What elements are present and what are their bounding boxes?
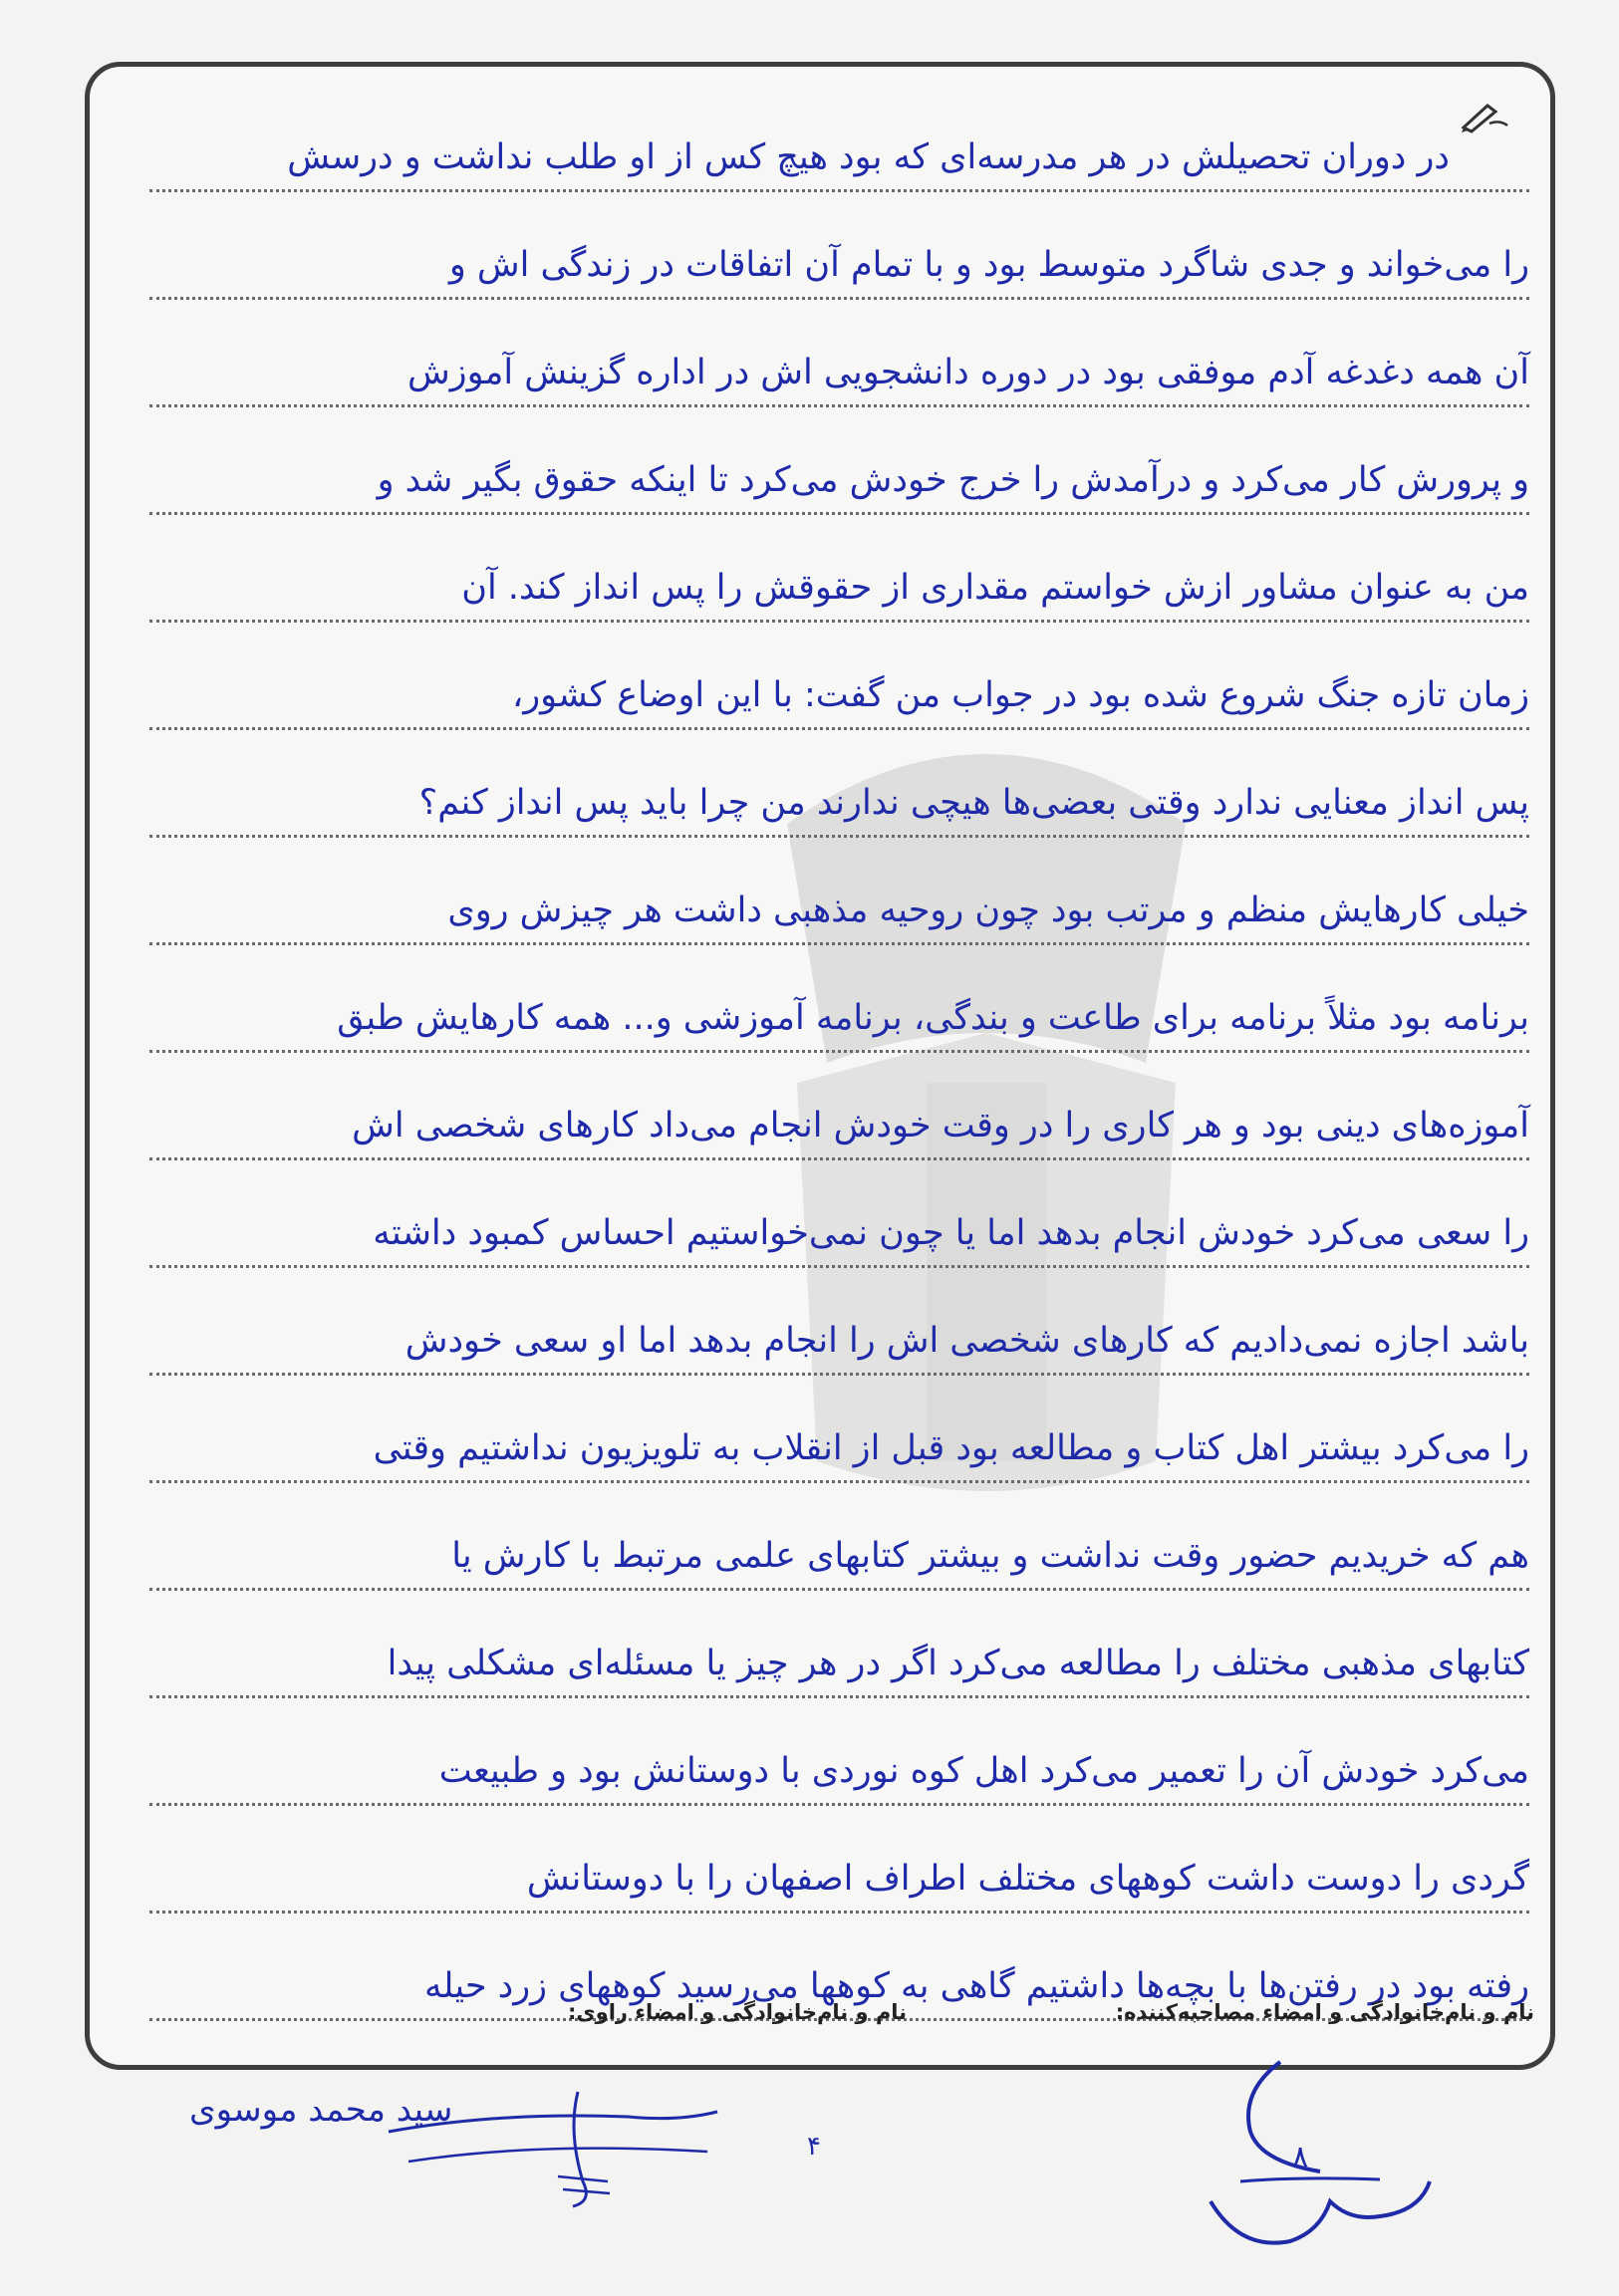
text-line: رفته بود در رفتن‌ها با بچه‌ها داشتیم گاهی به کوهها می‌رسید کوههای زرد حیله: [149, 1913, 1529, 2021]
text-line: پس انداز معنایی ندارد وقتی بعضی‌ها هیچی ندارند من چرا باید پس انداز کنم؟: [149, 730, 1529, 838]
narrator-signature: [379, 2072, 737, 2211]
interviewer-signature: [1181, 2052, 1440, 2271]
text-line: زمان تازه جنگ شروع شده بود در جواب من گفت: با این اوضاع کشور،: [149, 623, 1529, 730]
narrator-signature-label: نام و نام‌خانوادگی و امضاء راوی:: [568, 2000, 907, 2024]
text-line: آن همه دغدغه آدم موفقی بود در دوره دانشجویی اش در اداره گزینش آموزش: [149, 300, 1529, 407]
narrator-name: سید محمد موسوی: [189, 2090, 453, 2130]
handwritten-lines: [149, 85, 1529, 2021]
text-line: را می‌کرد بیشتر اهل کتاب و مطالعه بود قبل از انقلاب به تلویزیون نداشتیم وقتی: [149, 1376, 1529, 1483]
page-number: ۴: [807, 2132, 821, 2162]
text-line: من به عنوان مشاور ازش خواستم مقداری از حقوقش را پس انداز کند. آن: [149, 515, 1529, 623]
text-line: هم که خریدیم حضور وقت نداشت و بیشتر کتابهای علمی مرتبط با کارش یا: [149, 1483, 1529, 1591]
text-line: باشد اجازه نمی‌دادیم که کارهای شخصی اش را انجام بدهد اما او سعی خودش: [149, 1268, 1529, 1376]
text-line: را می‌خواند و جدی شاگرد متوسط بود و با تمام آن اتفاقات در زندگی اش و: [149, 192, 1529, 300]
text-line: خیلی کارهایش منظم و مرتب بود چون روحیه مذهبی داشت هر چیزش روی: [149, 838, 1529, 945]
text-line: در دوران تحصیلش در هر مدرسه‌ای که بود هیچ کس از او طلب نداشت و درسش: [149, 85, 1529, 192]
text-line: را سعی می‌کرد خودش انجام بدهد اما یا چون نمی‌خواستیم احساس کمبود داشته: [149, 1160, 1529, 1268]
text-line: برنامه بود مثلاً برنامه برای طاعت و بندگی، برنامه آموزشی و... همه کارهایش طبق: [149, 945, 1529, 1053]
interviewer-signature-label: نام و نام‌خانوادگی و امضاء مصاحبه‌کننده:: [1115, 2000, 1534, 2024]
text-line: و پرورش کار می‌کرد و درآمدش را خرج خودش می‌کرد تا اینکه حقوق بگیر شد و: [149, 407, 1529, 515]
signature-date: ۸: [1292, 2140, 1309, 2174]
text-line: آموزه‌های دینی بود و هر کاری را در وقت خودش انجام می‌داد کارهای شخصی اش: [149, 1053, 1529, 1160]
text-line: گردی را دوست داشت کوههای مختلف اطراف اصفهان را با دوستانش: [149, 1806, 1529, 1913]
text-line: می‌کرد خودش آن را تعمیر می‌کرد اهل کوه نوردی با دوستانش بود و طبیعت: [149, 1698, 1529, 1806]
text-line: کتابهای مذهبی مختلف را مطالعه می‌کرد اگر در هر چیز یا مسئله‌ای مشکلی پیدا: [149, 1591, 1529, 1698]
